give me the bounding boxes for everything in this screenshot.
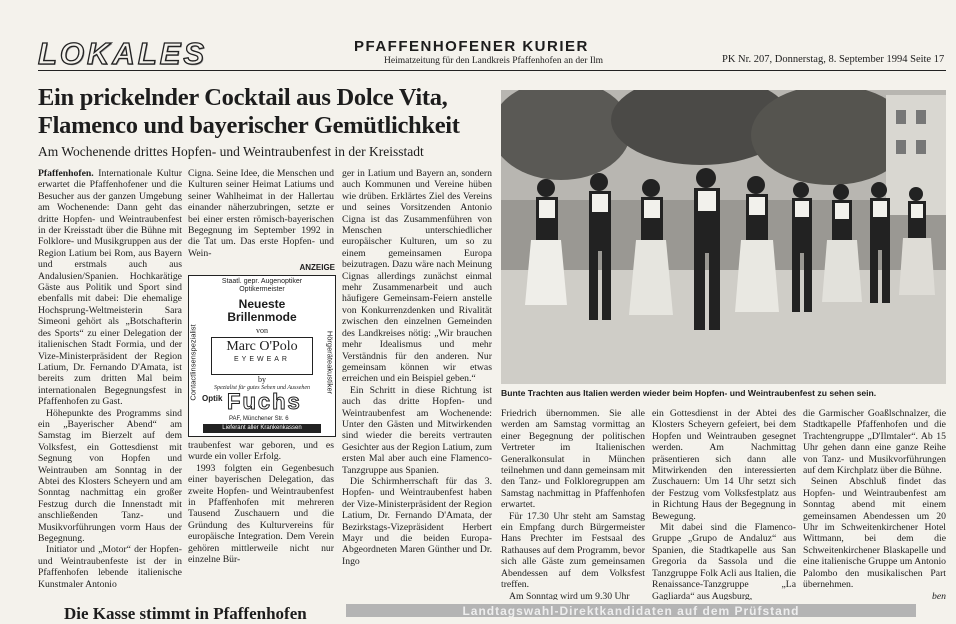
- next-article-headline: Die Kasse stimmt in Pfaffenhofen: [64, 604, 307, 623]
- ad-side-left-text: Contactlinsenspezialist: [188, 324, 198, 401]
- ad-by: by: [258, 375, 266, 384]
- article-column-1: [38, 168, 182, 600]
- ad-optik: Optik: [202, 394, 223, 403]
- photo-caption: Bunte Trachten aus Italien werden wieder beim Hopfen- und Weintraubenfest zu sehen sein.: [501, 388, 877, 398]
- paragraph: Die Schirmherrschaft für das 3. Hopfen- und Weintraubenfest haben der Vize-Ministerpräsident der Region Latium, Dr. Fernando D'Amata, der Bezirkstags-Vizepräsident Herbert Mayr und die beiden Europa-Abgeordneten Maren Günther und Dr. Ingo: [342, 475, 492, 567]
- paragraph: Höhepunkte des Programms sind ein „Bayerischer Abend“ am Samstag im Bierzelt auf dem Volksfest, ein Gottesdienst mit Segnung von Hopfen und Weintrauben am Sonntag in der Abtei des Klosters Scheyern und am Sonntag nachmittag ein großer Festzug durch die Innenstadt mit anschließenden Tanz- und Musikvorführungen vorm Haus der Begegnung.: [38, 407, 182, 544]
- article-column-4: [501, 408, 645, 600]
- paragraph: ger in Latium und Bayern an, sondern auch Kommunen und Vereine hüben wie drüben. Erklärtes Ziel des Vereins und seines Vorsitzenden Antonio Cigna ist das Zusammenführen von Menschen unterschiedlicher europäischer Kulturen, um so zu einem gemeinsamen Europa beizutragen. Dazu wäre nach Meinung Cignas allerdings zunächst einmal mehr Zusammenarbeit und auch häufigere Gemeinsam-Feiern anstelle von Konkurrenzdenken und Rivalität zwischen den einzelnen Gemeinden des Landkreises nötig: „Wir brauchen mehr Idealismus und mehr Verständnis für den anderen. Nur gemeinsam können wir etwas erreichen und ein Beispiel geben.“: [342, 168, 492, 385]
- paragraph: Friedrich übernommen. Sie alle werden am Samstag vormittag an einer Begegnung der politischen Vertreter im Italienischen Generalkonsulat in München teilnehmen und dann gemeinsam mit den Tanz- und Folkloregruppen am Samstag nachmittag in Pfaffenhofen erwartet.: [501, 408, 645, 511]
- brand-logo: [211, 337, 313, 375]
- next-section-bar: Landtagswahl-Direktkandidaten auf dem Prüfstand: [346, 604, 916, 617]
- festival-photo-image: [501, 90, 946, 384]
- article-column-5: [652, 408, 796, 600]
- brand-name: Marc O'Polo: [226, 339, 298, 354]
- headline-line-2: Flamenco und bayerischer Gemütlichkeit: [38, 112, 460, 139]
- paragraph: Initiator und „Motor“ der Hopfen- und Weintraubenfeste ist der in Pfaffenhofen lebende italienische Kunstmaler Antonio: [38, 544, 182, 590]
- ad-side-right-text: Hörgeräteakustiker: [325, 330, 335, 395]
- ad-address: PAF, Münchener Str. 6: [229, 416, 289, 422]
- edition-line: PK Nr. 207, Donnerstag, 8. September 1994 Seite 17: [722, 54, 945, 65]
- section-title: LOKALES: [38, 36, 208, 71]
- paragraph: Ein Schritt in diese Richtung ist auch das dritte Hopfen- und Weintraubenfest am Wochenende: Unter den Gästen und Mitwirkenden sind wieder die bereits vertrauten Gesichter aus der Region Latium, zum ersten Mal aber auch eine Flamenco-Tanzgruppe aus Spanien.: [342, 384, 492, 476]
- article-column-2-continued: [188, 440, 334, 600]
- newspaper-subtitle: Heimatzeitung für den Landkreis Pfaffenhofen an der Ilm: [384, 56, 604, 66]
- masthead-rule: [38, 70, 946, 71]
- author-initials: ben: [932, 590, 946, 600]
- shop-name: Fuchs: [227, 389, 302, 414]
- paragraph: Am Sonntag wird um 9.30 Uhr: [509, 590, 630, 600]
- ad-von: von: [256, 326, 268, 335]
- festival-photo: [501, 90, 946, 384]
- brand-sub: EYEWEAR: [233, 356, 290, 363]
- paragraph: die Garmischer Goaßlschnalzer, die Stadtkapelle Pfaffenhofen und die Trachtengruppe „D'Ilmtaler“. Ab 15 Uhr gehen dann eine ganze Reihe von Tanz- und Musikvorführungen auf dem Kirchplatz über die Bühne.: [803, 408, 946, 477]
- paragraph: Cigna. Seine Idee, die Menschen und Kulturen seiner Heimat Latiums und seiner Wahlheimat in der Hallertau einander näherzubringen, setzte er bei einer ersten römisch-bayerischen Begegnung im September 1992 in die Tat um. Das erste Hopfen- und Wein-: [188, 168, 334, 259]
- headline-line-1: Ein prickelnder Cocktail aus Dolce Vita,: [38, 84, 448, 111]
- paragraph: Für 17.30 Uhr steht am Samstag ein Empfang durch Bürgermeister Hans Prechter im Festsaal des Rathauses auf dem Programm, bevor sich alle Gäste zum gemeinsamen Abendessen auf dem Volksfest treffen.: [501, 510, 645, 591]
- paragraph: Internationale Kultur erwartet die Pfaffenhofener und die Besucher aus der ganzen Umgebung am Wochenende: Dann geht das dritte Hopfen- und Weintraubenfest in der Kreisstadt über die Bühne mit Folklore- und Musikgruppen aus der Region Latium bei Rom, aus Bayern und erstmals auch aus Andalusien/Spanien. Hochkarätige Gäste aus Politik und Sport sind ebenfalls mit dabei: Die ehemalige Hochsprung-Weltmeisterin Sara Simeoni gehört als „Botschafterin des Sports“ zu einer Delegation der italienischen Stadt Formia, und der Vize-Ministerpräsident der Region Latium, Dr. Fernando D'Amata, ist bereits zum dritten Mal beim internationalen Begegnungsfest in Pfaffenhofen zu Gast.: [38, 168, 182, 408]
- article-subhead: Am Wochenende drittes Hopfen- und Weintraubenfest in der Kreisstadt: [38, 144, 424, 159]
- ad-top-line: Staatl. gepr. Augenoptiker Optikermeister: [221, 278, 303, 293]
- ad-title-2: Brillenmode: [227, 310, 297, 324]
- ad-footer: Lieferant aller Krankenkassen: [203, 424, 321, 433]
- paragraph: traubenfest war geboren, und es wurde ein voller Erfolg.: [188, 440, 334, 463]
- article-column-6: [803, 408, 946, 600]
- dateline: Pfaffenhofen.: [38, 168, 94, 179]
- paragraph: Seinen Abschluß findet das Hopfen- und Weintraubenfest am Sonntag abend mit einem gemeinsamen Abendessen um 20 Uhr im Schweitenkirchener Hotel Wittmann, bei dem die Schweitenkirchener Blaskapelle und eine italienische Gruppe um Antonio Palombo den musikalischen Part übernehmen.: [803, 476, 946, 591]
- paragraph: Mit dabei sind die Flamenco-Gruppe „Grupo de Andaluz“ aus Spanien, die Stadtkapelle aus San Gregoria da Sassola und die Tanzgruppe Folk Acli aus Italien, die Renaissance-Tanzgruppe „La Gagliarda“ aus Augsburg,: [652, 522, 796, 600]
- ad-label: ANZEIGE: [299, 263, 335, 272]
- article-column-3: [342, 168, 492, 600]
- ad-side-left: [188, 296, 199, 434]
- paragraph: ein Gottesdienst in der Abtei des Klosters Scheyern gefeiert, bei dem Hopfen und Weintrauben gesegnet werden. Am Nachmittag präsentieren sich dann alle Mitwirkenden den interessierten Zuschauern: Um 14 Uhr setzt sich der Festzug vom Volksfestplatz aus in Richtung Haus der Begegnung in Bewegung.: [652, 408, 796, 522]
- ad-slogan: Spezialist für gutes Sehen und Aussehen: [213, 385, 311, 391]
- optician-ad: [188, 263, 336, 437]
- article-headline: [38, 84, 498, 140]
- newspaper-name: PFAFFENHOFENER KURIER: [354, 38, 589, 55]
- ad-title-1: Neueste: [238, 297, 286, 311]
- article-column-2: [188, 168, 334, 260]
- paragraph: 1993 folgten ein Gegenbesuch einer bayerischen Delegation, das zweite Hopfen- und Weintraubenfest in Pfaffenhofen mit mehreren Tausend Zuschauern und die Gründung des Kulturvereins für europäische Integration. Dem Verein gehören mittlerweile nicht nur einzelne Bür-: [188, 462, 334, 566]
- ad-side-right: [325, 296, 336, 434]
